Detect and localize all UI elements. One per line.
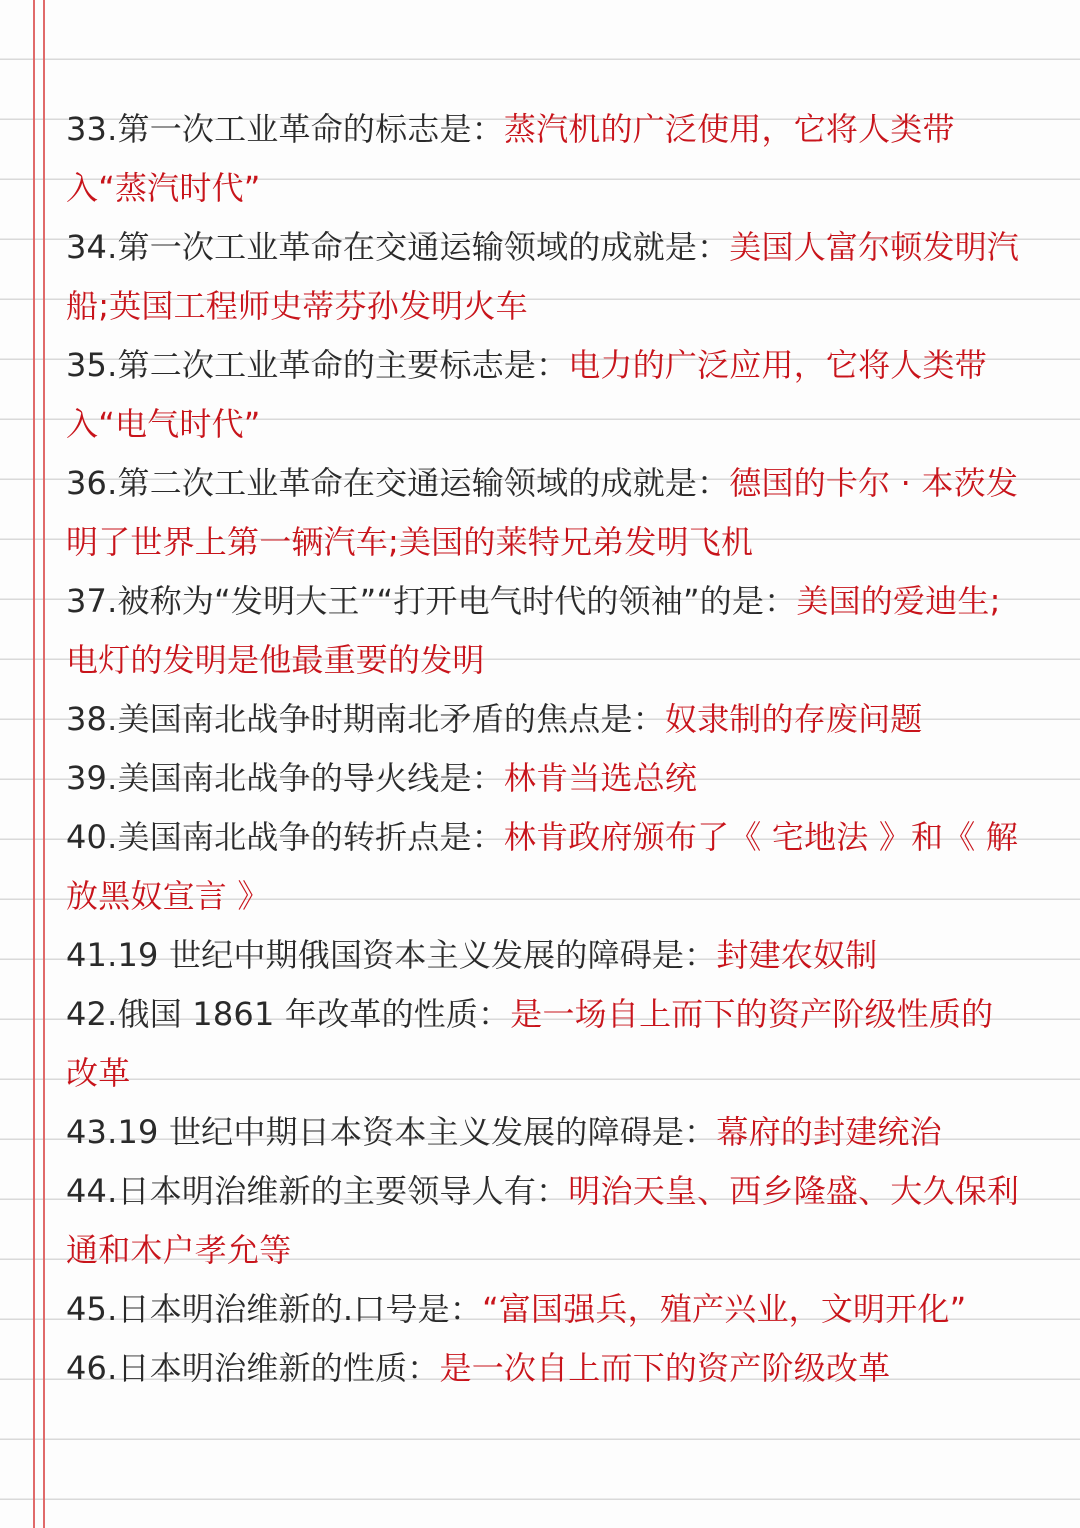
question-text: 36.第二次工业革命在交通运输领域的成就是：: [66, 464, 730, 502]
answer-text: 美国的爱迪生;电灯的发明是他最重要的发明: [66, 582, 1001, 679]
question-text: 37.被称为“发明大王”“打开电气时代的领袖”的是：: [66, 582, 797, 620]
entry-36: [66, 454, 1021, 572]
entry-39: [66, 749, 1021, 808]
answer-text: 电力的广泛应用，它将人类带入“电气时代”: [66, 346, 987, 443]
answer-text: 幕府的封建统治: [716, 1113, 942, 1151]
answer-text: 德国的卡尔 · 本茨发明了世界上第一辆汽车;美国的莱特兄弟发明飞机: [66, 464, 1019, 561]
answer-text: “富国强兵，殖产兴业，文明开化”: [482, 1290, 967, 1328]
question-text: 42.俄国 1861 年改革的性质：: [66, 995, 511, 1033]
entry-34: [66, 218, 1021, 336]
entry-40: [66, 808, 1021, 926]
entry-42: [66, 985, 1021, 1103]
answer-text: 蒸汽机的广泛使用，它将人类带入“蒸汽时代”: [66, 110, 955, 207]
entry-35: [66, 336, 1021, 454]
answer-text: 美国人富尔顿发明汽船;英国工程师史蒂芬孙发明火车: [66, 228, 1020, 325]
entry-45: [66, 1280, 1021, 1339]
question-text: 40.美国南北战争的转折点是：: [66, 818, 504, 856]
question-text: 38.美国南北战争时期南北矛盾的焦点是：: [66, 700, 665, 738]
entry-46: [66, 1339, 1021, 1398]
question-text: 34.第一次工业革命在交通运输领域的成就是：: [66, 228, 730, 266]
entry-41: [66, 926, 1021, 985]
question-text: 45.日本明治维新的.口号是：: [66, 1290, 483, 1328]
answer-text: 奴隶制的存废问题: [664, 700, 923, 738]
answer-text: 是一场自上而下的资产阶级性质的改革: [66, 995, 994, 1092]
answer-text: 是一次自上而下的资产阶级改革: [439, 1349, 891, 1387]
notes-list: [66, 100, 1021, 1398]
question-text: 39.美国南北战争的导火线是：: [66, 759, 504, 797]
question-text: 33.第一次工业革命的标志是：: [66, 110, 504, 148]
entry-44: [66, 1162, 1021, 1280]
answer-text: 封建农奴制: [716, 936, 878, 974]
question-text: 41.19 世纪中期俄国资本主义发展的障碍是：: [66, 936, 717, 974]
margin-line-inner: [43, 0, 45, 1528]
entry-38: [66, 690, 1021, 749]
question-text: 44.日本明治维新的主要领导人有：: [66, 1172, 569, 1210]
question-text: 43.19 世纪中期日本资本主义发展的障碍是：: [66, 1113, 717, 1151]
entry-37: [66, 572, 1021, 690]
margin-line-outer: [33, 0, 35, 1528]
question-text: 35.第二次工业革命的主要标志是：: [66, 346, 569, 384]
entry-33: [66, 100, 1021, 218]
question-text: 46.日本明治维新的性质：: [66, 1349, 440, 1387]
answer-text: 林肯当选总统: [503, 759, 698, 797]
answer-text: 明治天皇、西乡隆盛、大久保利通和木户孝允等: [66, 1172, 1020, 1269]
answer-text: 林肯政府颁布了《 宅地法 》和《 解放黑奴宣言 》: [66, 818, 1019, 915]
entry-43: [66, 1103, 1021, 1162]
